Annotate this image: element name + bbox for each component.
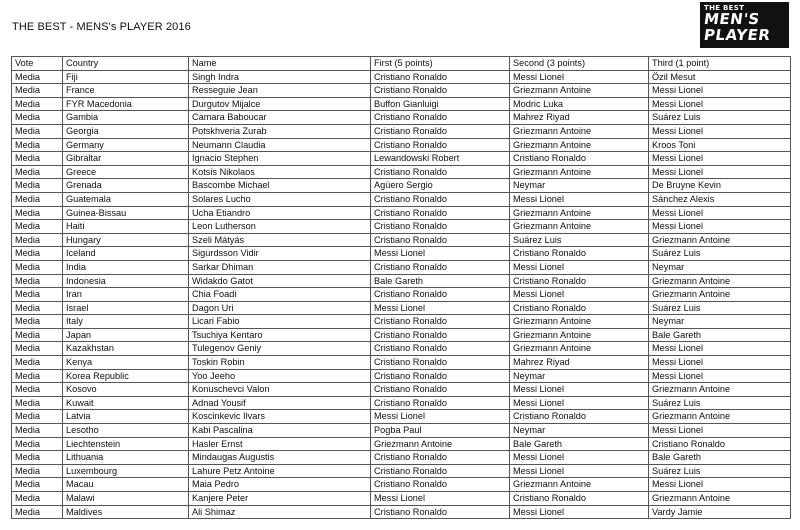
- second-choice-cell: Bale Gareth: [510, 437, 649, 451]
- name-cell: Szeli Mátyás: [189, 233, 371, 247]
- country-cell: Germany: [63, 138, 189, 152]
- second-choice-cell: Messi Lionel: [510, 451, 649, 465]
- table-row: [12, 424, 791, 438]
- second-choice-cell: Messi Lionel: [510, 192, 649, 206]
- table-row: [12, 464, 791, 478]
- second-choice-cell: Messi Lionel: [510, 288, 649, 302]
- country-cell: Lesotho: [63, 424, 189, 438]
- table-row: [12, 505, 791, 519]
- second-choice-cell: Cristiano Ronaldo: [510, 274, 649, 288]
- third-choice-cell: Suárez Luis: [649, 301, 791, 315]
- table-row: [12, 451, 791, 465]
- name-cell: Potskhveria Zurab: [189, 124, 371, 138]
- third-choice-cell: Bale Gareth: [649, 451, 791, 465]
- third-choice-cell: Sánchez Alexis: [649, 192, 791, 206]
- table-row: [12, 165, 791, 179]
- first-choice-cell: Cristiano Ronaldo: [371, 124, 510, 138]
- table-row: [12, 192, 791, 206]
- first-choice-cell: Griezmann Antoine: [371, 437, 510, 451]
- country-cell: Italy: [63, 315, 189, 329]
- second-choice-cell: Cristiano Ronaldo: [510, 492, 649, 506]
- first-choice-cell: Cristiano Ronaldo: [371, 315, 510, 329]
- third-choice-cell: Messi Lionel: [649, 152, 791, 166]
- first-choice-cell: Cristiano Ronaldo: [371, 233, 510, 247]
- name-cell: Kanjere Peter: [189, 492, 371, 506]
- second-choice-cell: Cristiano Ronaldo: [510, 301, 649, 315]
- country-cell: Haiti: [63, 220, 189, 234]
- second-choice-cell: Messi Lionel: [510, 383, 649, 397]
- vote-cell: Media: [12, 410, 63, 424]
- country-cell: Latvia: [63, 410, 189, 424]
- country-cell: Kuwait: [63, 396, 189, 410]
- table-row: [12, 478, 791, 492]
- first-choice-cell: Cristiano Ronaldo: [371, 451, 510, 465]
- first-choice-cell: Bale Gareth: [371, 274, 510, 288]
- third-choice-cell: Kroos Toni: [649, 138, 791, 152]
- country-cell: Guatemala: [63, 192, 189, 206]
- table-row: [12, 342, 791, 356]
- vote-cell: Media: [12, 424, 63, 438]
- table-row: [12, 410, 791, 424]
- table-row: [12, 247, 791, 261]
- vote-cell: Media: [12, 274, 63, 288]
- name-cell: Lahure Petz Antoine: [189, 464, 371, 478]
- country-cell: Malawi: [63, 492, 189, 506]
- second-choice-cell: Mahrez Riyad: [510, 111, 649, 125]
- second-choice-cell: Griezmann Antoine: [510, 328, 649, 342]
- table-row: [12, 179, 791, 193]
- name-cell: Maia Pedro: [189, 478, 371, 492]
- vote-cell: Media: [12, 492, 63, 506]
- second-choice-cell: Griezmann Antoine: [510, 124, 649, 138]
- table-row: [12, 328, 791, 342]
- first-choice-cell: Cristiano Ronaldo: [371, 70, 510, 84]
- name-cell: Camara Baboucar: [189, 111, 371, 125]
- vote-cell: Media: [12, 111, 63, 125]
- first-choice-cell: Messi Lionel: [371, 301, 510, 315]
- first-choice-cell: Cristiano Ronaldo: [371, 165, 510, 179]
- second-choice-cell: Modric Luka: [510, 97, 649, 111]
- name-cell: Toskin Robin: [189, 356, 371, 370]
- third-choice-cell: Vardy Jamie: [649, 505, 791, 519]
- vote-cell: Media: [12, 328, 63, 342]
- third-choice-cell: Neymar: [649, 315, 791, 329]
- third-choice-cell: Messi Lionel: [649, 478, 791, 492]
- third-choice-cell: Cristiano Ronaldo: [649, 437, 791, 451]
- vote-cell: Media: [12, 233, 63, 247]
- table-row: [12, 356, 791, 370]
- table-row: [12, 206, 791, 220]
- third-choice-cell: Griezmann Antoine: [649, 274, 791, 288]
- third-choice-cell: Messi Lionel: [649, 424, 791, 438]
- vote-cell: Media: [12, 247, 63, 261]
- vote-cell: Media: [12, 192, 63, 206]
- name-cell: Singh Indra: [189, 70, 371, 84]
- name-cell: Ali Shimaz: [189, 505, 371, 519]
- first-choice-cell: Agüero Sergio: [371, 179, 510, 193]
- name-cell: Bascombe Michael: [189, 179, 371, 193]
- name-cell: Yoo Jeeho: [189, 369, 371, 383]
- second-choice-cell: Neymar: [510, 179, 649, 193]
- first-choice-cell: Cristiano Ronaldo: [371, 342, 510, 356]
- column-header-name: Name: [189, 57, 371, 71]
- first-choice-cell: Pogba Paul: [371, 424, 510, 438]
- first-choice-cell: Cristiano Ronaldo: [371, 138, 510, 152]
- third-choice-cell: Suárez Luis: [649, 464, 791, 478]
- vote-cell: Media: [12, 369, 63, 383]
- third-choice-cell: Messi Lionel: [649, 84, 791, 98]
- vote-cell: Media: [12, 342, 63, 356]
- third-choice-cell: Griezmann Antoine: [649, 410, 791, 424]
- second-choice-cell: Griezmann Antoine: [510, 220, 649, 234]
- name-cell: Licari Fabio: [189, 315, 371, 329]
- name-cell: Chia Foadi: [189, 288, 371, 302]
- third-choice-cell: Messi Lionel: [649, 206, 791, 220]
- header-row: [12, 57, 791, 71]
- name-cell: Tulegenov Geniy: [189, 342, 371, 356]
- second-choice-cell: Griezmann Antoine: [510, 206, 649, 220]
- first-choice-cell: Cristiano Ronaldo: [371, 505, 510, 519]
- first-choice-cell: Cristiano Ronaldo: [371, 84, 510, 98]
- vote-cell: Media: [12, 124, 63, 138]
- name-cell: Sarkar Dhiman: [189, 260, 371, 274]
- first-choice-cell: Cristiano Ronaldo: [371, 111, 510, 125]
- first-choice-cell: Cristiano Ronaldo: [371, 220, 510, 234]
- country-cell: FYR Macedonia: [63, 97, 189, 111]
- first-choice-cell: Cristiano Ronaldo: [371, 464, 510, 478]
- country-cell: India: [63, 260, 189, 274]
- second-choice-cell: Cristiano Ronaldo: [510, 247, 649, 261]
- name-cell: Neumann Claudia: [189, 138, 371, 152]
- country-cell: Kosovo: [63, 383, 189, 397]
- table-row: [12, 288, 791, 302]
- first-choice-cell: Messi Lionel: [371, 247, 510, 261]
- first-choice-cell: Cristiano Ronaldo: [371, 383, 510, 397]
- vote-cell: Media: [12, 437, 63, 451]
- table-row: [12, 437, 791, 451]
- vote-cell: Media: [12, 84, 63, 98]
- country-cell: France: [63, 84, 189, 98]
- second-choice-cell: Mahrez Riyad: [510, 356, 649, 370]
- country-cell: Fiji: [63, 70, 189, 84]
- third-choice-cell: Griezmann Antoine: [649, 383, 791, 397]
- vote-cell: Media: [12, 138, 63, 152]
- country-cell: Guinea-Bissau: [63, 206, 189, 220]
- third-choice-cell: De Bruyne Kevin: [649, 179, 791, 193]
- third-choice-cell: Neymar: [649, 260, 791, 274]
- country-cell: Indonesia: [63, 274, 189, 288]
- vote-cell: Media: [12, 152, 63, 166]
- name-cell: Solares Lucho: [189, 192, 371, 206]
- vote-cell: Media: [12, 356, 63, 370]
- table-row: [12, 70, 791, 84]
- table-row: [12, 138, 791, 152]
- column-header-second: Second (3 points): [510, 57, 649, 71]
- third-choice-cell: Suárez Luis: [649, 111, 791, 125]
- third-choice-cell: Suárez Luis: [649, 396, 791, 410]
- table-row: [12, 124, 791, 138]
- third-choice-cell: Bale Gareth: [649, 328, 791, 342]
- vote-cell: Media: [12, 315, 63, 329]
- vote-cell: Media: [12, 464, 63, 478]
- name-cell: Hasler Ernst: [189, 437, 371, 451]
- second-choice-cell: Messi Lionel: [510, 260, 649, 274]
- table-row: [12, 492, 791, 506]
- second-choice-cell: Messi Lionel: [510, 396, 649, 410]
- name-cell: Resseguie Jean: [189, 84, 371, 98]
- first-choice-cell: Cristiano Ronaldo: [371, 396, 510, 410]
- first-choice-cell: Cristiano Ronaldo: [371, 206, 510, 220]
- column-header-country: Country: [63, 57, 189, 71]
- third-choice-cell: Griezmann Antoine: [649, 288, 791, 302]
- second-choice-cell: Cristiano Ronaldo: [510, 410, 649, 424]
- third-choice-cell: Messi Lionel: [649, 220, 791, 234]
- name-cell: Dagon Uri: [189, 301, 371, 315]
- first-choice-cell: Buffon Gianluigi: [371, 97, 510, 111]
- table-row: [12, 274, 791, 288]
- third-choice-cell: Messi Lionel: [649, 356, 791, 370]
- country-cell: Korea Republic: [63, 369, 189, 383]
- country-cell: Gambia: [63, 111, 189, 125]
- table-row: [12, 396, 791, 410]
- logo-line-2: MEN'S: [702, 10, 761, 28]
- name-cell: Kabi Pascalina: [189, 424, 371, 438]
- first-choice-cell: Messi Lionel: [371, 492, 510, 506]
- country-cell: Liechtenstein: [63, 437, 189, 451]
- table-row: [12, 220, 791, 234]
- logo-line-1: THE BEST: [704, 4, 745, 12]
- second-choice-cell: Griezmann Antoine: [510, 342, 649, 356]
- vote-cell: Media: [12, 505, 63, 519]
- second-choice-cell: Messi Lionel: [510, 464, 649, 478]
- first-choice-cell: Cristiano Ronaldo: [371, 328, 510, 342]
- table-row: [12, 152, 791, 166]
- third-choice-cell: Messi Lionel: [649, 97, 791, 111]
- second-choice-cell: Cristiano Ronaldo: [510, 152, 649, 166]
- first-choice-cell: Cristiano Ronaldo: [371, 356, 510, 370]
- third-choice-cell: Messi Lionel: [649, 342, 791, 356]
- country-cell: Iran: [63, 288, 189, 302]
- second-choice-cell: Griezmann Antoine: [510, 315, 649, 329]
- column-header-third: Third (1 point): [649, 57, 791, 71]
- country-cell: Iceland: [63, 247, 189, 261]
- name-cell: Koscinkevic Ilvars: [189, 410, 371, 424]
- vote-cell: Media: [12, 478, 63, 492]
- third-choice-cell: Messi Lionel: [649, 124, 791, 138]
- second-choice-cell: Griezmann Antoine: [510, 138, 649, 152]
- country-cell: Greece: [63, 165, 189, 179]
- first-choice-cell: Cristiano Ronaldo: [371, 369, 510, 383]
- name-cell: Adnad Yousif: [189, 396, 371, 410]
- table-row: [12, 233, 791, 247]
- third-choice-cell: Griezmann Antoine: [649, 233, 791, 247]
- country-cell: Grenada: [63, 179, 189, 193]
- third-choice-cell: Griezmann Antoine: [649, 492, 791, 506]
- table-row: [12, 315, 791, 329]
- vote-cell: Media: [12, 260, 63, 274]
- second-choice-cell: Messi Lionel: [510, 505, 649, 519]
- country-cell: Lithuania: [63, 451, 189, 465]
- name-cell: Ignacio Stephen: [189, 152, 371, 166]
- first-choice-cell: Cristiano Ronaldo: [371, 260, 510, 274]
- vote-cell: Media: [12, 383, 63, 397]
- country-cell: Luxembourg: [63, 464, 189, 478]
- table-row: [12, 97, 791, 111]
- third-choice-cell: Messi Lionel: [649, 369, 791, 383]
- name-cell: Kotsis Nikolaos: [189, 165, 371, 179]
- third-choice-cell: Özil Mesut: [649, 70, 791, 84]
- country-cell: Israel: [63, 301, 189, 315]
- country-cell: Gibraltar: [63, 152, 189, 166]
- first-choice-cell: Lewandowski Robert: [371, 152, 510, 166]
- table-row: [12, 369, 791, 383]
- country-cell: Kazakhstan: [63, 342, 189, 356]
- country-cell: Macau: [63, 478, 189, 492]
- third-choice-cell: Messi Lionel: [649, 165, 791, 179]
- vote-cell: Media: [12, 301, 63, 315]
- second-choice-cell: Suárez Luis: [510, 233, 649, 247]
- name-cell: Leon Lutherson: [189, 220, 371, 234]
- table-row: [12, 383, 791, 397]
- vote-cell: Media: [12, 288, 63, 302]
- second-choice-cell: Griezmann Antoine: [510, 478, 649, 492]
- logo-line-3: PLAYER: [702, 26, 772, 44]
- country-cell: Japan: [63, 328, 189, 342]
- third-choice-cell: Suárez Luis: [649, 247, 791, 261]
- table-row: [12, 260, 791, 274]
- country-cell: Maldives: [63, 505, 189, 519]
- name-cell: Durgutov Mijalce: [189, 97, 371, 111]
- first-choice-cell: Cristiano Ronaldo: [371, 288, 510, 302]
- column-header-vote: Vote: [12, 57, 63, 71]
- name-cell: Konuschevci Valon: [189, 383, 371, 397]
- vote-cell: Media: [12, 396, 63, 410]
- vote-cell: Media: [12, 220, 63, 234]
- second-choice-cell: Griezmann Antoine: [510, 165, 649, 179]
- table-body: [12, 70, 791, 519]
- first-choice-cell: Cristiano Ronaldo: [371, 192, 510, 206]
- second-choice-cell: Neymar: [510, 369, 649, 383]
- country-cell: Hungary: [63, 233, 189, 247]
- name-cell: Ucha Etiandro: [189, 206, 371, 220]
- country-cell: Georgia: [63, 124, 189, 138]
- name-cell: Sigurdsson Vidir: [189, 247, 371, 261]
- second-choice-cell: Messi Lionel: [510, 70, 649, 84]
- vote-cell: Media: [12, 451, 63, 465]
- table-row: [12, 111, 791, 125]
- name-cell: Tsuchiya Kentaro: [189, 328, 371, 342]
- column-header-first: First (5 points): [371, 57, 510, 71]
- first-choice-cell: Cristiano Ronaldo: [371, 478, 510, 492]
- vote-cell: Media: [12, 165, 63, 179]
- second-choice-cell: Neymar: [510, 424, 649, 438]
- vote-cell: Media: [12, 179, 63, 193]
- table-row: [12, 84, 791, 98]
- votes-table: [11, 56, 791, 519]
- name-cell: Mindaugas Augustis: [189, 451, 371, 465]
- vote-cell: Media: [12, 70, 63, 84]
- country-cell: Kenya: [63, 356, 189, 370]
- second-choice-cell: Griezmann Antoine: [510, 84, 649, 98]
- table-row: [12, 301, 791, 315]
- vote-cell: Media: [12, 206, 63, 220]
- vote-cell: Media: [12, 97, 63, 111]
- the-best-mens-player-logo: [700, 2, 789, 48]
- page-title: THE BEST - MENS's PLAYER 2016: [12, 21, 191, 33]
- first-choice-cell: Messi Lionel: [371, 410, 510, 424]
- name-cell: Widakdo Gatot: [189, 274, 371, 288]
